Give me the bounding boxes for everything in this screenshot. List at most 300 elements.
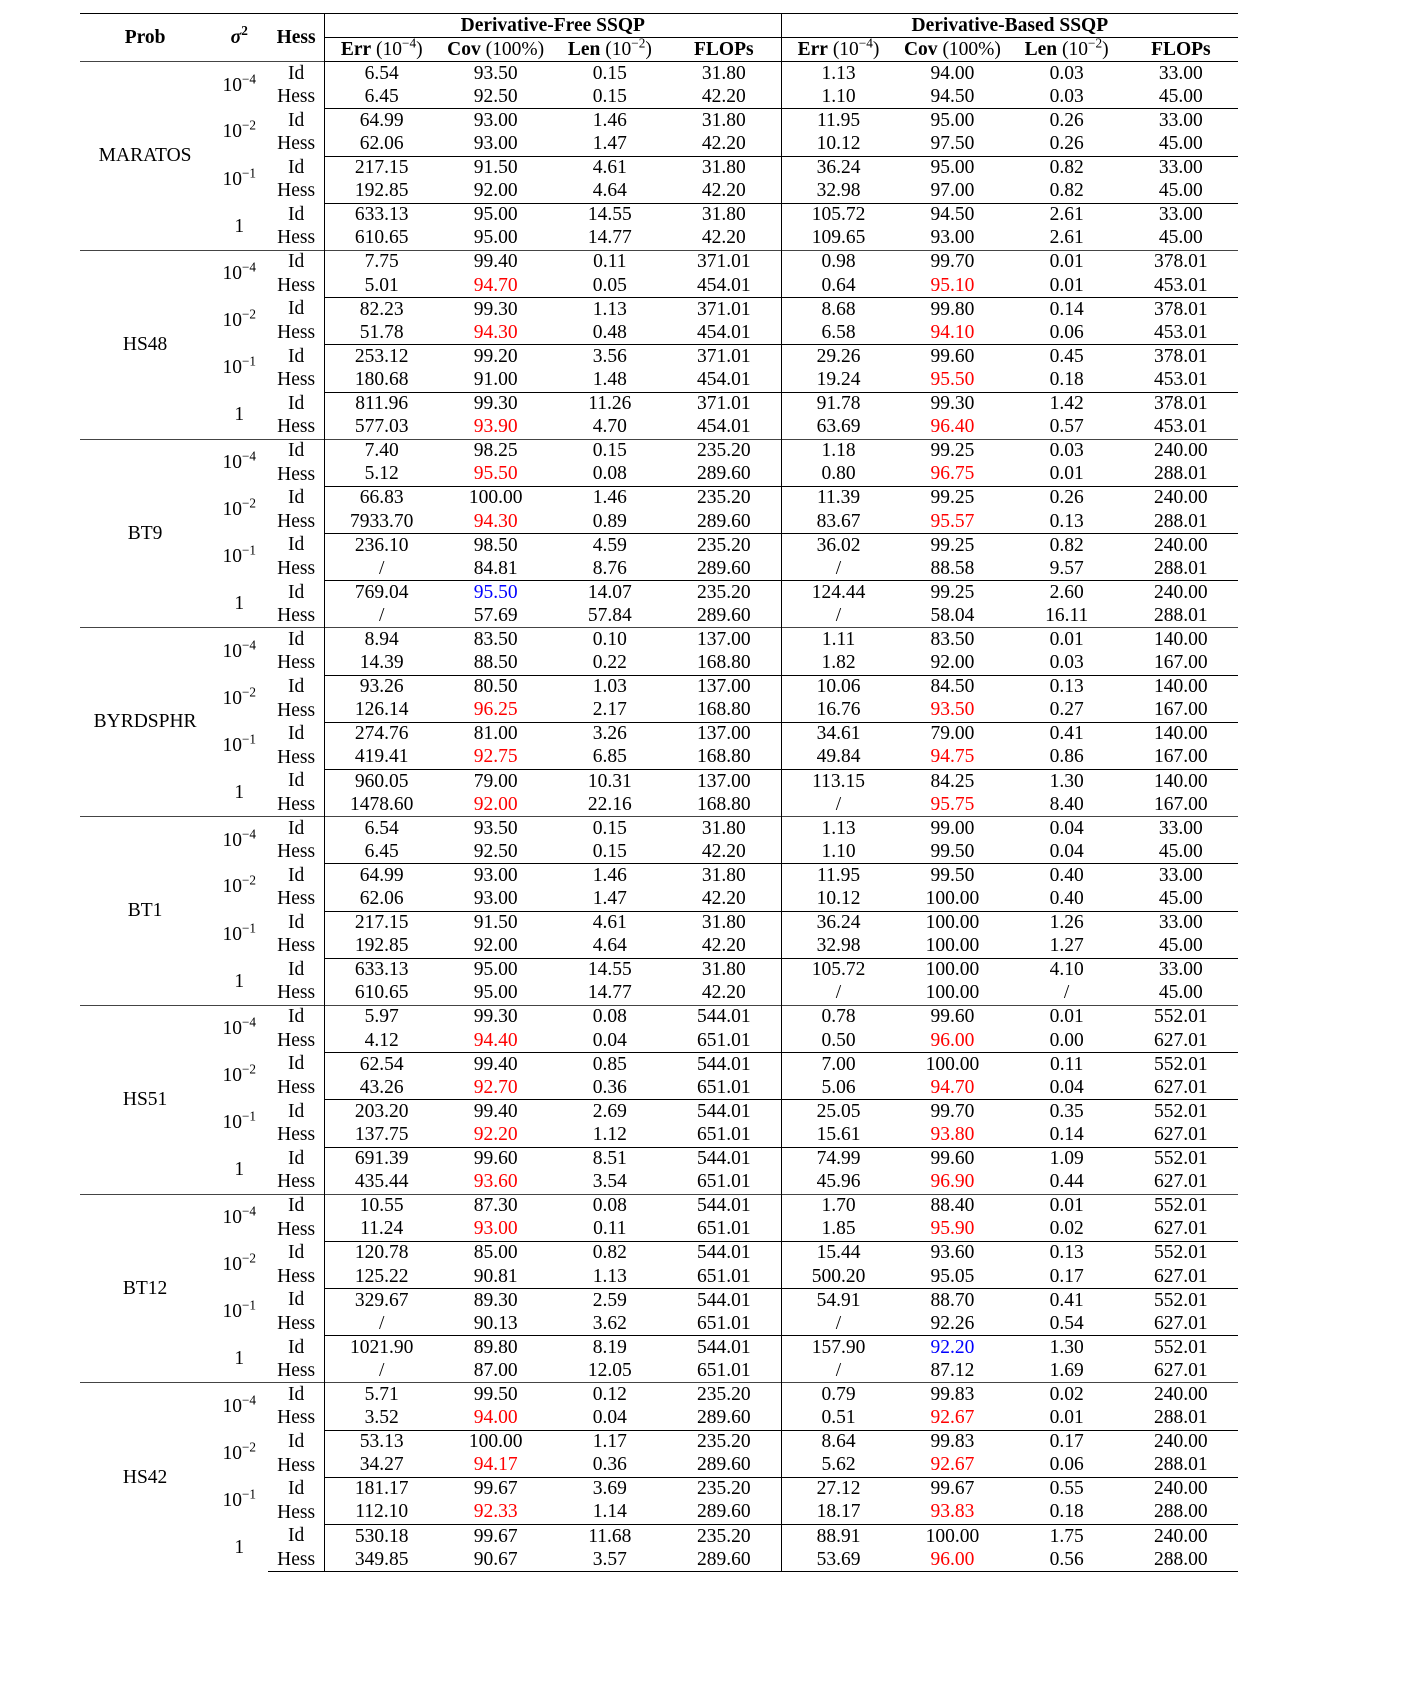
hess-type: Hess <box>277 888 316 910</box>
df-len-cell: 0.11 <box>553 250 667 274</box>
hess-type: Hess <box>268 1548 324 1572</box>
df-len-cell: 1.47 <box>592 133 627 155</box>
df-cov-cell: 96.25 <box>473 699 518 721</box>
db-flops-cell: 378.01 <box>1124 250 1238 274</box>
hess-type: Id <box>287 345 305 367</box>
db-cov-cell: 96.75 <box>930 463 975 485</box>
df-cov-cell: 94.30 <box>473 510 518 532</box>
db-len-cell: / <box>1063 982 1070 1004</box>
sigma-level: 1 <box>234 970 245 992</box>
db-len-cell: 0.13 <box>1010 675 1124 699</box>
db-err-cell: 91.78 <box>781 392 895 416</box>
db-len-cell: 0.56 <box>1010 1548 1124 1572</box>
header-sigma: $\sigma^2$ <box>210 14 268 62</box>
df-cov-cell: 95.00 <box>473 227 518 249</box>
db-flops-cell: 240.00 <box>1124 581 1238 605</box>
sigma-level: 1 <box>234 404 245 426</box>
db-len-cell: 0.26 <box>1010 486 1124 510</box>
df-cov-cell: 94.00 <box>473 1407 518 1429</box>
df-flops-cell: 454.01 <box>696 274 751 296</box>
db-flops-cell: 140.00 <box>1124 675 1238 699</box>
db-err-cell: 0.98 <box>781 250 895 274</box>
df-cov-cell: 95.00 <box>473 982 518 1004</box>
db-flops-cell: 288.00 <box>1154 1501 1208 1523</box>
df-err-cell: / <box>324 1359 438 1383</box>
db-len-cell: 0.27 <box>1049 699 1084 721</box>
db-cov-cell: 97.50 <box>930 133 975 155</box>
df-err-cell: 125.22 <box>324 1265 438 1289</box>
df-cov-cell: 92.33 <box>473 1501 518 1523</box>
df-err-cell: 8.94 <box>324 628 438 652</box>
db-err-cell: 36.02 <box>781 534 895 558</box>
df-len-cell: 12.05 <box>587 1359 632 1381</box>
db-err-cell: 36.24 <box>781 911 895 935</box>
df-len-cell: 2.59 <box>553 1289 667 1313</box>
db-flops-cell: 453.01 <box>1154 321 1208 343</box>
df-err-cell: 11.24 <box>324 1218 438 1242</box>
df-cov-cell: 100.00 <box>439 1430 553 1454</box>
table-row <box>80 1289 1238 1313</box>
db-flops-cell: 33.00 <box>1124 864 1238 888</box>
db-cov-cell: 94.10 <box>930 321 975 343</box>
hess-type: Id <box>287 1430 305 1452</box>
db-flops-cell: 140.00 <box>1124 770 1238 794</box>
db-len-cell: 0.82 <box>1010 156 1124 180</box>
df-err-cell: 93.26 <box>324 675 438 699</box>
db-flops-cell: 33.00 <box>1124 62 1238 86</box>
db-flops-cell: 552.01 <box>1124 1100 1238 1124</box>
db-flops-cell: 552.01 <box>1124 1194 1238 1218</box>
df-err-cell: 6.54 <box>324 62 438 86</box>
db-err-cell: 11.95 <box>781 109 895 133</box>
df-flops-cell: 42.20 <box>701 227 746 249</box>
db-cov-cell: 88.40 <box>895 1194 1009 1218</box>
sigma-level: $10^{-1}$ <box>222 165 257 190</box>
problem-name: BT9 <box>80 439 210 628</box>
hess-type: Id <box>287 1336 305 1358</box>
db-err-cell: 1.18 <box>781 439 895 463</box>
db-flops-cell: 45.00 <box>1158 85 1203 107</box>
db-len-cell: 0.03 <box>1049 85 1084 107</box>
db-err-cell: 63.69 <box>781 416 895 440</box>
db-cov-cell: 99.25 <box>895 581 1009 605</box>
db-err-cell: 7.00 <box>781 1053 895 1077</box>
db-cov-cell: 93.50 <box>930 699 975 721</box>
sigma-level: $10^{-2}$ <box>222 306 257 332</box>
header-df-len: Len $(10^{-2})$ <box>553 38 667 62</box>
db-err-cell: 49.84 <box>781 746 895 770</box>
db-cov-cell: 93.00 <box>930 227 975 249</box>
db-err-cell: / <box>781 793 895 817</box>
db-err-cell: 124.44 <box>781 581 895 605</box>
df-err-cell: / <box>324 1312 438 1336</box>
db-err-cell: 10.12 <box>781 132 895 156</box>
df-cov-cell: 91.50 <box>439 911 553 935</box>
table-row <box>80 817 1238 841</box>
df-flops-cell: 544.01 <box>667 1289 781 1313</box>
df-err-cell: 5.97 <box>324 1005 438 1029</box>
df-len-cell: 1.13 <box>553 298 667 322</box>
df-cov-cell: 93.00 <box>439 864 553 888</box>
df-len-cell: 1.47 <box>592 888 627 910</box>
df-flops-cell: 371.01 <box>667 250 781 274</box>
df-flops-cell: 31.80 <box>667 817 781 841</box>
hess-type: Hess <box>277 416 316 438</box>
df-cov-cell: 98.25 <box>439 439 553 463</box>
df-flops-cell: 235.20 <box>667 486 781 510</box>
db-err-cell: / <box>781 982 895 1006</box>
db-flops-cell: 552.01 <box>1124 1147 1238 1171</box>
df-len-cell: 3.69 <box>553 1477 667 1501</box>
df-len-cell: 2.17 <box>592 699 627 721</box>
table-row <box>80 1336 1238 1360</box>
df-len-cell: 0.15 <box>592 840 627 862</box>
db-cov-cell: 97.00 <box>930 180 975 202</box>
table-row <box>80 1147 1238 1171</box>
sigma-level: $10^{-2}$ <box>222 873 257 898</box>
df-cov-cell: 92.50 <box>473 840 518 862</box>
hess-type: Id <box>287 392 305 414</box>
df-len-cell: 0.22 <box>592 652 627 674</box>
hess-type: Id <box>287 109 305 131</box>
df-cov-cell: 57.69 <box>473 604 518 626</box>
df-flops-cell: 42.20 <box>701 982 746 1004</box>
df-flops-cell: 168.80 <box>696 793 751 815</box>
db-len-cell: 1.75 <box>1010 1525 1124 1549</box>
db-flops-cell: 552.01 <box>1124 1053 1238 1077</box>
df-flops-cell: 651.01 <box>696 1218 751 1240</box>
db-cov-cell: 95.90 <box>930 1218 975 1240</box>
db-flops-cell: 33.00 <box>1124 156 1238 180</box>
db-flops-cell: 378.01 <box>1124 298 1238 322</box>
df-err-cell: 62.06 <box>324 132 438 156</box>
db-cov-cell: 99.50 <box>930 840 975 862</box>
df-cov-cell: 92.00 <box>473 180 518 202</box>
db-len-cell: 0.03 <box>1049 652 1084 674</box>
hess-type: Id <box>287 156 305 178</box>
hess-type: Id <box>287 911 305 933</box>
db-flops-cell: 288.01 <box>1154 604 1208 626</box>
df-flops-cell: 31.80 <box>667 62 781 86</box>
db-len-cell: 0.18 <box>1049 368 1084 390</box>
df-cov-cell: 89.80 <box>439 1336 553 1360</box>
df-err-cell: 236.10 <box>324 534 438 558</box>
db-flops-cell: 288.01 <box>1154 1454 1208 1476</box>
header-hess: Hess <box>268 14 324 62</box>
df-flops-cell: 31.80 <box>667 203 781 227</box>
db-cov-cell: 95.05 <box>930 1265 975 1287</box>
df-len-cell: 0.08 <box>553 1005 667 1029</box>
db-len-cell: 0.41 <box>1010 1289 1124 1313</box>
db-cov-cell: 100.00 <box>925 935 980 957</box>
db-len-cell: 0.54 <box>1049 1312 1084 1334</box>
df-cov-cell: 79.00 <box>439 770 553 794</box>
table-row <box>80 1383 1238 1407</box>
df-err-cell: 112.10 <box>324 1501 438 1525</box>
table-row <box>80 1100 1238 1124</box>
df-flops-cell: 235.20 <box>667 581 781 605</box>
db-len-cell: 1.30 <box>1010 770 1124 794</box>
df-flops-cell: 289.60 <box>696 604 751 626</box>
hess-type: Id <box>287 1053 305 1075</box>
db-cov-cell: 94.50 <box>930 85 975 107</box>
db-err-cell: 19.24 <box>781 368 895 392</box>
df-len-cell: 14.55 <box>553 958 667 982</box>
df-cov-cell: 95.50 <box>473 463 518 485</box>
df-flops-cell: 544.01 <box>667 1194 781 1218</box>
db-err-cell: 53.69 <box>781 1548 895 1572</box>
sigma-level: 1 <box>234 1159 245 1181</box>
header-group-derivative-based: Derivative-Based SSQP <box>781 14 1238 38</box>
df-flops-cell: 235.20 <box>667 1383 781 1407</box>
db-flops-cell: 627.01 <box>1154 1171 1208 1193</box>
db-err-cell: / <box>781 604 895 628</box>
df-flops-cell: 42.20 <box>701 935 746 957</box>
db-len-cell: 16.11 <box>1045 604 1089 626</box>
db-cov-cell: 95.57 <box>930 510 975 532</box>
df-len-cell: 14.07 <box>553 581 667 605</box>
db-len-cell: 0.44 <box>1049 1171 1084 1193</box>
df-cov-cell: 99.50 <box>439 1383 553 1407</box>
df-cov-cell: 93.00 <box>473 888 518 910</box>
df-flops-cell: 168.80 <box>696 746 751 768</box>
db-cov-cell: 99.25 <box>895 534 1009 558</box>
df-len-cell: 4.64 <box>592 180 627 202</box>
table-row <box>80 298 1238 322</box>
df-len-cell: 3.26 <box>553 722 667 746</box>
df-cov-cell: 92.75 <box>473 746 518 768</box>
db-len-cell: 0.01 <box>1049 274 1084 296</box>
db-flops-cell: 33.00 <box>1124 911 1238 935</box>
df-err-cell: 7933.70 <box>324 510 438 534</box>
df-cov-cell: 94.40 <box>473 1029 518 1051</box>
df-flops-cell: 31.80 <box>667 109 781 133</box>
table-row <box>80 1477 1238 1501</box>
hess-type: Hess <box>277 557 316 579</box>
df-err-cell: 62.06 <box>324 887 438 911</box>
db-len-cell: 0.82 <box>1010 534 1124 558</box>
df-cov-cell: 99.40 <box>439 250 553 274</box>
df-len-cell: 14.77 <box>587 982 632 1004</box>
db-cov-cell: 58.04 <box>930 604 975 626</box>
df-cov-cell: 93.00 <box>473 133 518 155</box>
db-len-cell: 0.40 <box>1049 888 1084 910</box>
db-err-cell: 1.10 <box>781 85 895 109</box>
db-flops-cell: 288.00 <box>1124 1548 1238 1572</box>
db-flops-cell: 240.00 <box>1124 534 1238 558</box>
df-len-cell: 4.61 <box>553 156 667 180</box>
db-len-cell: 0.06 <box>1049 1454 1084 1476</box>
table-row <box>80 911 1238 935</box>
db-err-cell: 5.06 <box>781 1076 895 1100</box>
df-len-cell: 0.10 <box>553 628 667 652</box>
db-cov-cell: 100.00 <box>895 958 1009 982</box>
df-err-cell: 5.01 <box>324 274 438 298</box>
db-len-cell: 1.42 <box>1010 392 1124 416</box>
df-cov-cell: 92.00 <box>473 935 518 957</box>
df-err-cell: 633.13 <box>324 203 438 227</box>
df-cov-cell: 99.67 <box>439 1477 553 1501</box>
hess-type: Hess <box>277 841 316 863</box>
header-df-flops: FLOPs <box>667 38 781 62</box>
db-flops-cell: 453.01 <box>1154 274 1208 296</box>
df-cov-cell: 87.00 <box>473 1359 518 1381</box>
db-cov-cell: 94.50 <box>895 203 1009 227</box>
db-cov-cell: 93.80 <box>930 1123 975 1145</box>
db-flops-cell: 627.01 <box>1154 1265 1208 1287</box>
sigma-level: $10^{-2}$ <box>222 1250 257 1275</box>
db-len-cell: 1.69 <box>1049 1359 1084 1381</box>
hess-type: Id <box>287 1478 305 1500</box>
hess-type: Hess <box>277 1265 316 1287</box>
df-cov-cell: 92.70 <box>473 1076 518 1098</box>
problem-name: BYRDSPHR <box>80 628 210 817</box>
db-cov-cell: 96.90 <box>930 1171 975 1193</box>
df-flops-cell: 651.01 <box>696 1076 751 1098</box>
df-cov-cell: 94.17 <box>473 1454 518 1476</box>
df-flops-cell: 289.60 <box>667 1548 781 1572</box>
df-cov-cell: 98.50 <box>439 534 553 558</box>
db-cov-cell: 99.60 <box>895 1005 1009 1029</box>
df-cov-cell: 89.30 <box>439 1289 553 1313</box>
header-group-derivative-free: Derivative-Free SSQP <box>324 14 781 38</box>
db-cov-cell: 96.00 <box>895 1548 1009 1572</box>
db-len-cell: 4.10 <box>1010 958 1124 982</box>
db-err-cell: 0.78 <box>781 1005 895 1029</box>
df-flops-cell: 31.80 <box>667 864 781 888</box>
df-err-cell: 691.39 <box>324 1147 438 1171</box>
df-err-cell: 64.99 <box>324 864 438 888</box>
df-err-cell: 126.14 <box>324 699 438 723</box>
df-flops-cell: 544.01 <box>667 1005 781 1029</box>
table-header <box>80 14 1238 62</box>
df-err-cell: 34.27 <box>324 1454 438 1478</box>
hess-type: Hess <box>277 1359 316 1381</box>
db-err-cell: 0.80 <box>781 463 895 487</box>
df-cov-cell: 94.70 <box>473 274 518 296</box>
db-err-cell: 32.98 <box>781 935 895 959</box>
table-row <box>80 581 1238 605</box>
db-len-cell: 0.01 <box>1049 463 1084 485</box>
df-err-cell: 253.12 <box>324 345 438 369</box>
hess-type: Id <box>287 1289 305 1311</box>
df-cov-cell: 90.13 <box>473 1312 518 1334</box>
df-cov-cell: 92.20 <box>473 1123 518 1145</box>
db-flops-cell: 33.00 <box>1124 958 1238 982</box>
sigma-level: 1 <box>234 1537 245 1559</box>
db-cov-cell: 94.00 <box>895 62 1009 86</box>
hess-type: Hess <box>277 1171 316 1193</box>
db-flops-cell: 453.01 <box>1154 368 1208 390</box>
db-flops-cell: 240.00 <box>1124 486 1238 510</box>
df-cov-cell: 91.50 <box>439 156 553 180</box>
db-cov-cell: 87.12 <box>930 1359 975 1381</box>
header-db-cov: Cov (100%) <box>895 38 1009 62</box>
db-err-cell: 113.15 <box>781 770 895 794</box>
problem-name: BT1 <box>80 817 210 1006</box>
table-row <box>80 203 1238 227</box>
db-cov-cell: 100.00 <box>895 1053 1009 1077</box>
table-row <box>80 439 1238 463</box>
df-err-cell: 217.15 <box>324 156 438 180</box>
hess-type: Id <box>287 959 305 981</box>
db-cov-cell: 95.00 <box>895 109 1009 133</box>
df-cov-cell: 99.40 <box>439 1100 553 1124</box>
db-flops-cell: 45.00 <box>1158 840 1203 862</box>
hess-type: Hess <box>277 133 316 155</box>
df-flops-cell: 544.01 <box>667 1100 781 1124</box>
df-len-cell: 1.46 <box>553 486 667 510</box>
db-err-cell: 15.44 <box>781 1241 895 1265</box>
sigma-level: $10^{-4}$ <box>210 628 268 675</box>
df-cov-cell: 87.30 <box>439 1194 553 1218</box>
df-err-cell: 137.75 <box>324 1123 438 1147</box>
df-flops-cell: 235.20 <box>667 1430 781 1454</box>
df-flops-cell: 137.00 <box>667 770 781 794</box>
db-cov-cell: 92.26 <box>930 1312 975 1334</box>
db-cov-cell: 99.70 <box>895 250 1009 274</box>
hess-type: Id <box>268 439 324 463</box>
df-cov-cell: 93.60 <box>473 1171 518 1193</box>
db-err-cell: 11.95 <box>781 864 895 888</box>
db-err-cell: 34.61 <box>781 722 895 746</box>
sigma-level: $10^{-1}$ <box>222 920 257 945</box>
df-cov-cell: 99.60 <box>439 1147 553 1171</box>
df-cov-cell: 92.50 <box>473 85 518 107</box>
df-cov-cell: 93.50 <box>439 62 553 86</box>
hess-type: Hess <box>277 180 316 202</box>
hess-type: Hess <box>277 463 316 485</box>
db-err-cell: 88.91 <box>781 1525 895 1549</box>
db-len-cell: 0.01 <box>1010 628 1124 652</box>
df-cov-cell: 88.50 <box>473 652 518 674</box>
df-cov-cell: 100.00 <box>439 486 553 510</box>
db-flops-cell: 627.01 <box>1154 1218 1208 1240</box>
hess-type: Hess <box>277 227 316 249</box>
df-err-cell: / <box>324 557 438 581</box>
db-err-cell: 0.64 <box>781 274 895 298</box>
df-len-cell: 0.04 <box>592 1407 627 1429</box>
db-len-cell: 0.11 <box>1010 1053 1124 1077</box>
db-cov-cell: 96.40 <box>930 416 975 438</box>
db-err-cell: 8.64 <box>781 1430 895 1454</box>
df-len-cell: 0.82 <box>553 1241 667 1265</box>
db-flops-cell: 240.00 <box>1124 1430 1238 1454</box>
df-flops-cell: 371.01 <box>667 392 781 416</box>
db-flops-cell: 45.00 <box>1158 982 1203 1004</box>
df-err-cell: 274.76 <box>324 722 438 746</box>
df-len-cell: 6.85 <box>592 746 627 768</box>
hess-type: Id <box>287 864 305 886</box>
db-flops-cell: 288.01 <box>1154 463 1208 485</box>
table-row <box>80 722 1238 746</box>
db-len-cell: 0.04 <box>1049 840 1084 862</box>
hess-type: Id <box>287 581 305 603</box>
db-len-cell: 1.27 <box>1049 935 1084 957</box>
db-flops-cell: 33.00 <box>1124 109 1238 133</box>
df-cov-cell: 99.40 <box>439 1053 553 1077</box>
problem-name: BT12 <box>80 1194 210 1383</box>
hess-type: Id <box>287 723 305 745</box>
hess-type: Id <box>287 770 305 792</box>
df-err-cell: 66.83 <box>324 486 438 510</box>
df-flops-cell: 31.80 <box>667 958 781 982</box>
hess-type: Id <box>268 1005 324 1029</box>
df-flops-cell: 31.80 <box>667 156 781 180</box>
table-body <box>80 62 1238 1572</box>
df-cov-cell: 99.30 <box>439 392 553 416</box>
table-row <box>80 1241 1238 1265</box>
